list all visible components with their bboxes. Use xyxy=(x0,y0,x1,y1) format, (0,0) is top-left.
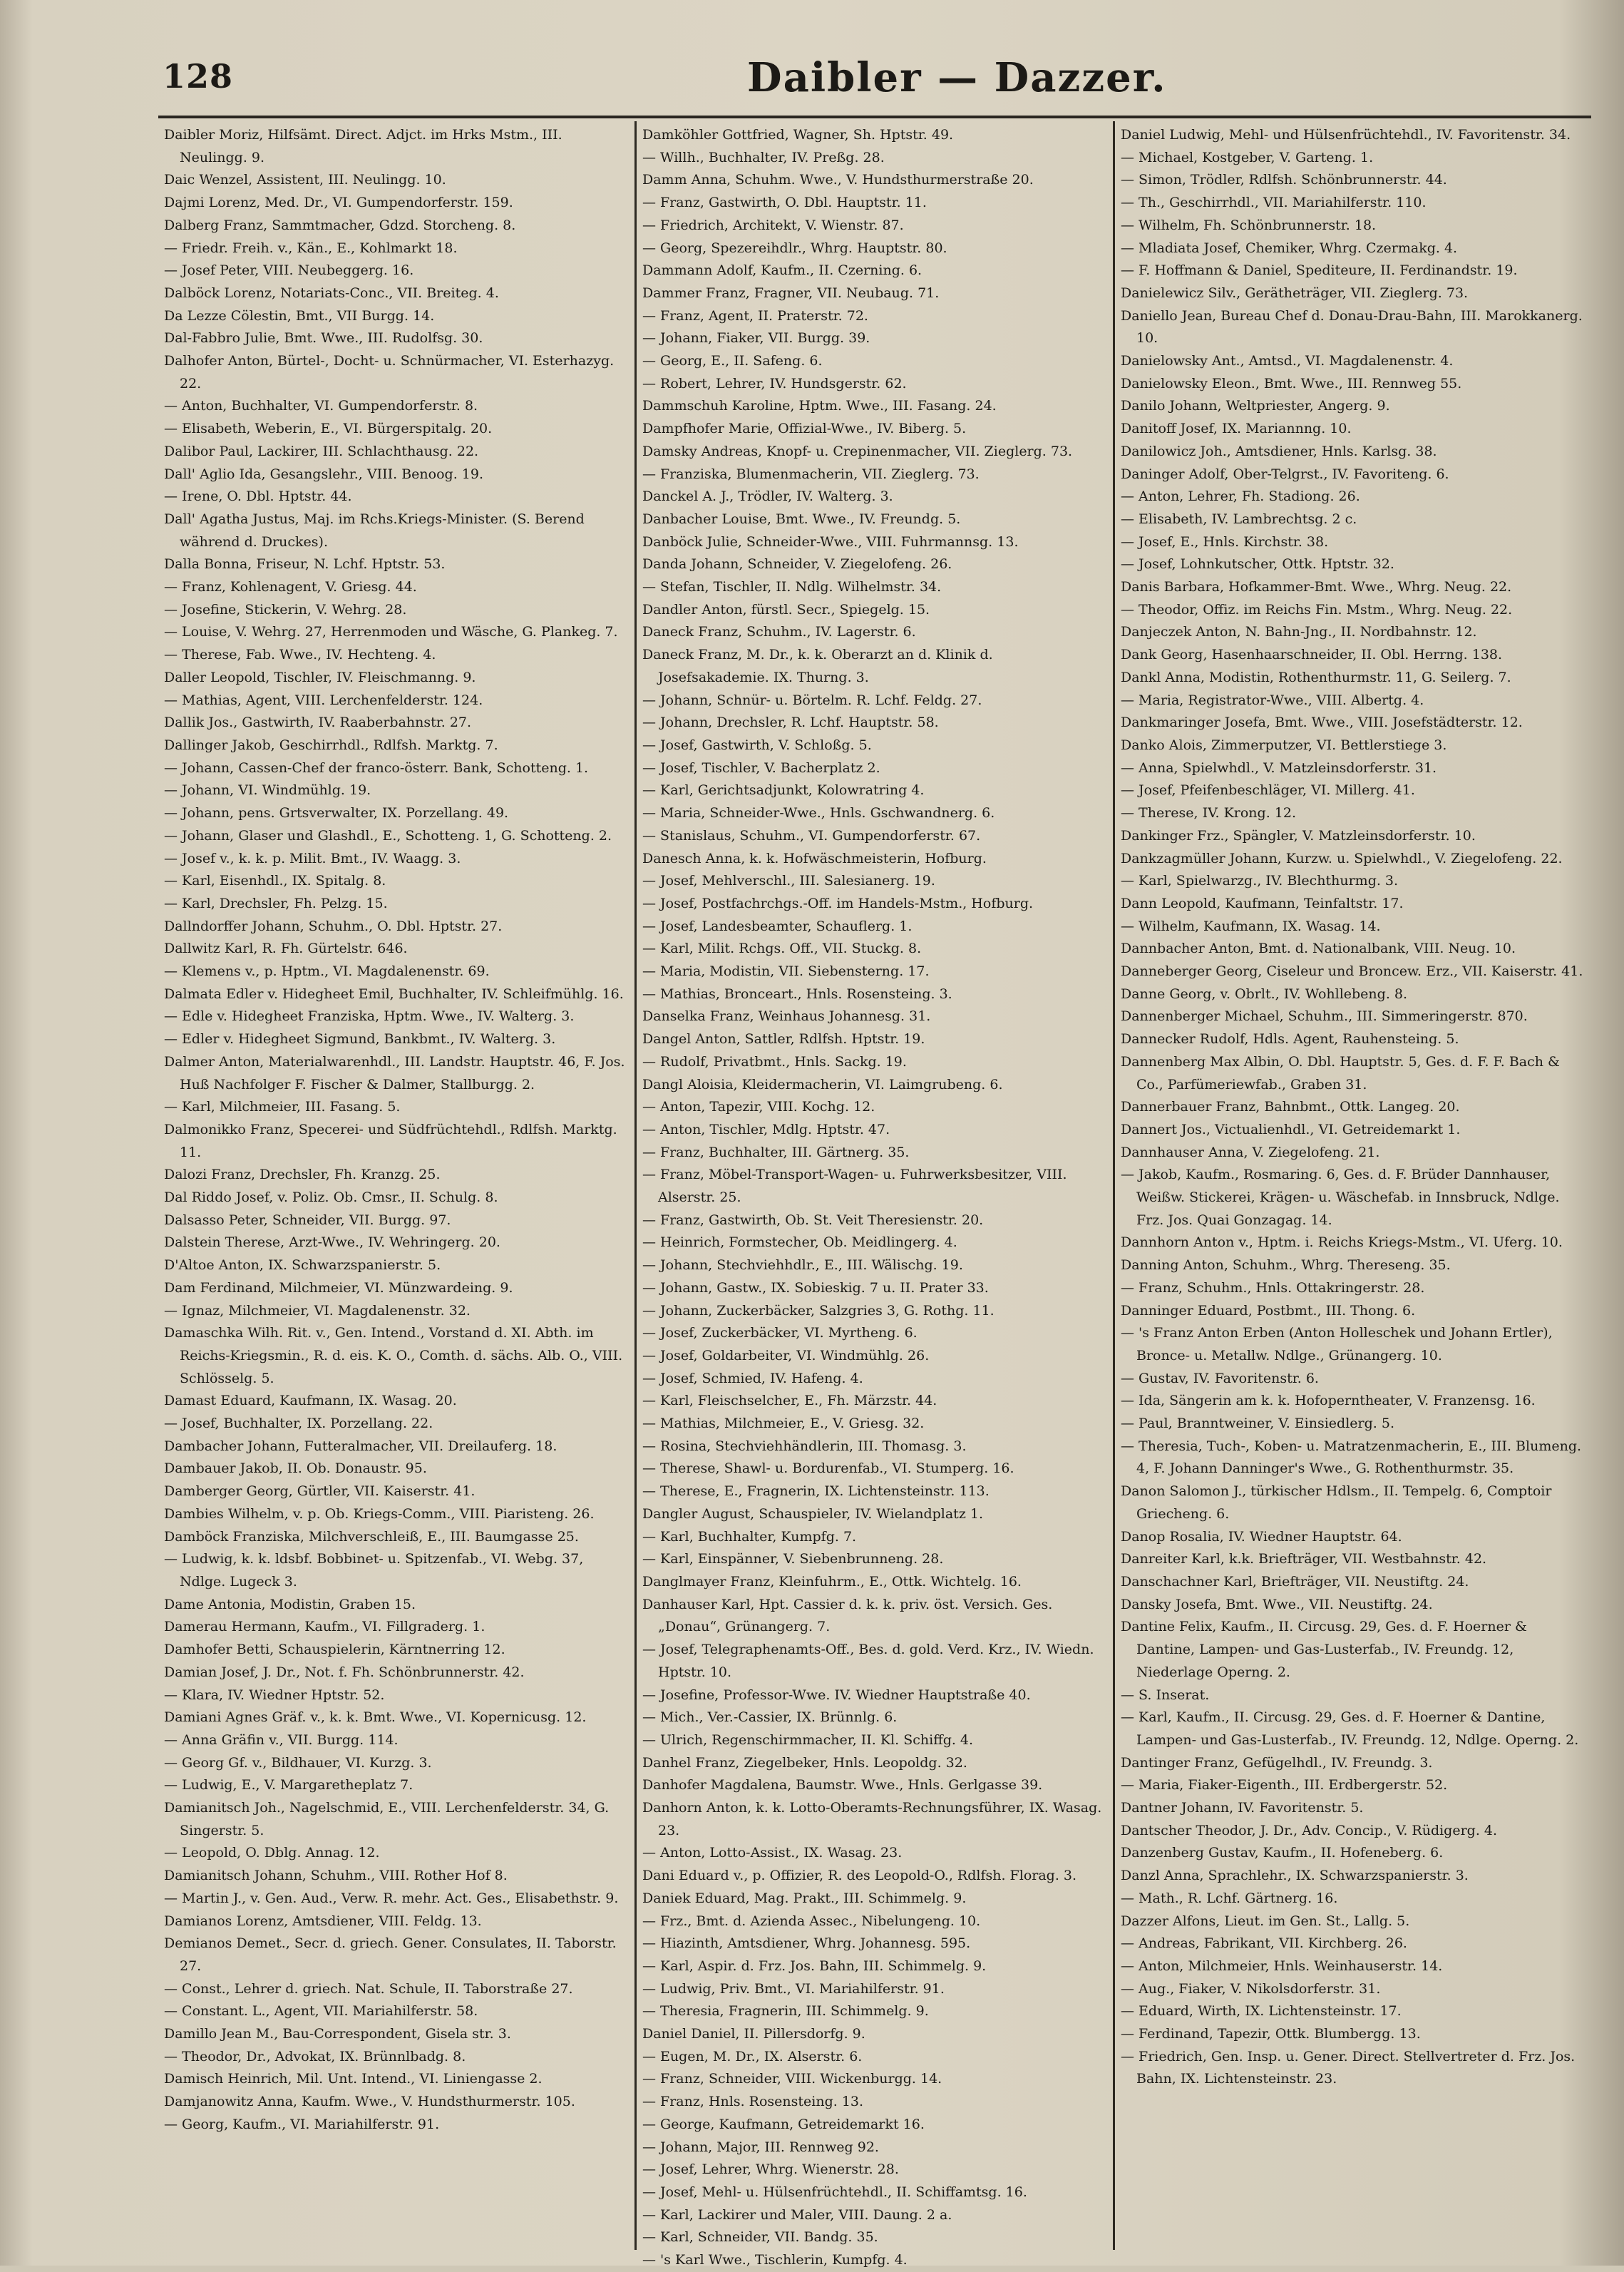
directory-entry: — Josef, Telegraphenamts-Off., Bes. d. gold. Verd. Krz., IV. Wiedn. Hptstr. 10. xyxy=(642,1642,1094,1680)
directory-entry: Dame Antonia, Modistin, Graben 15. xyxy=(164,1596,416,1612)
directory-entry: Dansky Josefa, Bmt. Wwe., VII. Neustiftg. 24. xyxy=(1121,1596,1433,1612)
directory-entry: Dalozi Franz, Drechsler, Fh. Kranzg. 25. xyxy=(164,1167,441,1183)
directory-entry: — Franziska, Blumenmacherin, VII. Zieglerg. 73. xyxy=(642,466,980,482)
directory-entry: Dalmonikko Franz, Specerei- und Südfrüchtehdl., Rdlfsh. Marktg. 11. xyxy=(164,1121,617,1160)
directory-entry: Danielowsky Eleon., Bmt. Wwe., III. Rennweg 55. xyxy=(1121,375,1462,392)
directory-entry: Danbacher Louise, Bmt. Wwe., IV. Freundg. 5. xyxy=(642,511,961,527)
directory-entry: Dankmaringer Josefa, Bmt. Wwe., VIII. Josefstädterstr. 12. xyxy=(1121,715,1523,731)
directory-entry: Dallndorffer Johann, Schuhm., O. Dbl. Hptstr. 27. xyxy=(164,918,503,934)
directory-entry: — Georg, Spezereihdlr., Whrg. Hauptstr. 80. xyxy=(642,240,947,256)
directory-entry: — Karl, Spielwarzg., IV. Blechthurmg. 3. xyxy=(1121,873,1399,889)
directory-entry: — Johann, Schnür- u. Börtelm. R. Lchf. Feldg. 27. xyxy=(642,692,982,708)
directory-entry: Dallinger Jakob, Geschirrhdl., Rdlfsh. Marktg. 7. xyxy=(164,737,498,753)
directory-entry: — Josef, Tischler, V. Bacherplatz 2. xyxy=(642,759,880,776)
directory-entry: — Josef, Schmied, IV. Hafeng. 4. xyxy=(642,1370,863,1386)
directory-entry: — Ulrich, Regenschirmmacher, II. Kl. Schiffg. 4. xyxy=(642,1731,974,1748)
directory-entry: — Wilhelm, Fh. Schönbrunnerstr. 18. xyxy=(1121,217,1377,233)
directory-entry: Danning Anton, Schuhm., Whrg. Thereseng. 35. xyxy=(1121,1257,1451,1274)
directory-entry: — Johann, Major, III. Rennweg 92. xyxy=(642,2139,879,2155)
directory-entry: — Therese, Fab. Wwe., IV. Hechteng. 4. xyxy=(164,647,436,663)
directory-entry: — Anton, Lehrer, Fh. Stadiong. 26. xyxy=(1121,488,1360,505)
directory-entry: — Andreas, Fabrikant, VII. Kirchberg. 26. xyxy=(1121,1935,1407,1952)
directory-entry: Daibler Moriz, Hilfsämt. Direct. Adjct. im Hrks Mstm., III. Neulingg. 9. xyxy=(164,127,562,165)
directory-entry: — Gustav, IV. Favoritenstr. 6. xyxy=(1121,1370,1319,1386)
directory-entry: — Josef, Pfeifenbeschläger, VI. Millerg. 41. xyxy=(1121,782,1415,799)
directory-entry: — Willh., Buchhalter, IV. Preßg. 28. xyxy=(642,149,885,165)
directory-entry: — Anton, Tapezir, VIII. Kochg. 12. xyxy=(642,1099,875,1115)
directory-entry: — Edle v. Hidegheet Franziska, Hptm. Wwe., IV. Walterg. 3. xyxy=(164,1008,575,1025)
directory-entry: — Mich., Ver.-Cassier, IX. Brünnlg. 6. xyxy=(642,1709,898,1726)
directory-entry: — Simon, Trödler, Rdlfsh. Schönbrunnerstr. 44. xyxy=(1121,172,1447,188)
directory-entry: Danschachner Karl, Briefträger, VII. Neustiftg. 24. xyxy=(1121,1574,1469,1590)
directory-entry: — Friedr. Freih. v., Kän., E., Kohlmarkt 18. xyxy=(164,240,458,256)
directory-entry: — Josef, Landesbeamter, Schauflerg. 1. xyxy=(642,918,913,934)
directory-entry: Dannenberger Michael, Schuhm., III. Simmeringerstr. 870. xyxy=(1121,1008,1528,1025)
directory-entry: — Elisabeth, IV. Lambrechtsg. 2 c. xyxy=(1121,511,1357,527)
directory-entry: — Martin J., v. Gen. Aud., Verw. R. mehr. Act. Ges., Elisabethstr. 9. xyxy=(164,1890,619,1906)
directory-entry: Dampfhofer Marie, Offizial-Wwe., IV. Biberg. 5. xyxy=(642,421,967,437)
directory-entry: — Ludwig, k. k. ldsbf. Bobbinet- u. Spitzenfab., VI. Webg. 37, Ndlge. Lugeck 3. xyxy=(164,1551,584,1590)
directory-entry: — Maria, Fiaker-Eigenth., III. Erdbergerstr. 52. xyxy=(1121,1777,1448,1793)
directory-entry: — Hiazinth, Amtsdiener, Whrg. Johannesg. 595. xyxy=(642,1935,971,1952)
directory-entry: Dangler August, Schauspieler, IV. Wielandplatz 1. xyxy=(642,1505,983,1522)
directory-entry: — George, Kaufmann, Getreidemarkt 16. xyxy=(642,2116,925,2132)
directory-entry: — Ferdinand, Tapezir, Ottk. Blumbergg. 13. xyxy=(1121,2026,1421,2042)
directory-entry: — Franz, Kohlenagent, V. Griesg. 44. xyxy=(164,579,417,595)
directory-entry: — Johann, Gastw., IX. Sobieskig. 7 u. II. Prater 33. xyxy=(642,1279,989,1296)
directory-entry: — Ignaz, Milchmeier, VI. Magdalenenstr. 32. xyxy=(164,1302,471,1319)
directory-entry: Danjeczek Anton, N. Bahn-Jng., II. Nordbahnstr. 12. xyxy=(1121,624,1477,640)
directory-entry: — Stanislaus, Schuhm., VI. Gumpendorferstr. 67. xyxy=(642,827,981,844)
directory-entry: — Karl, Eisenhdl., IX. Spitalg. 8. xyxy=(164,873,386,889)
directory-entry: Damiani Agnes Gräf. v., k. k. Bmt. Wwe., VI. Kopernicusg. 12. xyxy=(164,1709,587,1726)
directory-entry: Daniek Eduard, Mag. Prakt., III. Schimmelg. 9. xyxy=(642,1890,967,1906)
directory-entry: — Maria, Modistin, VII. Siebensterng. 17. xyxy=(642,963,930,980)
directory-entry: — Johann, Zuckerbäcker, Salzgries 3, G. Rothg. 11. xyxy=(642,1302,995,1319)
directory-entry: Damböck Franziska, Milchverschleiß, E., III. Baumgasse 25. xyxy=(164,1528,579,1545)
running-head: Daibler — Dazzer. xyxy=(747,54,1167,101)
directory-entry: — Josef, Gastwirth, V. Schloßg. 5. xyxy=(642,737,872,753)
directory-entry: Dammer Franz, Fragner, VII. Neubaug. 71. xyxy=(642,285,940,301)
directory-entry: — Rosina, Stechviehhändlerin, III. Thomasg. 3. xyxy=(642,1438,967,1454)
directory-entry: Danzl Anna, Sprachlehr., IX. Schwarzspanierstr. 3. xyxy=(1121,1868,1469,1884)
directory-entry: Damianitsch Joh., Nagelschmid, E., VIII. Lerchenfelderstr. 34, G. Singerstr. 5. xyxy=(164,1800,610,1838)
directory-entry: — Edler v. Hidegheet Sigmund, Bankbmt., IV. Walterg. 3. xyxy=(164,1031,556,1048)
directory-entry: Dankinger Frz., Spängler, V. Matzleinsdorferstr. 10. xyxy=(1121,827,1476,844)
directory-entry: — Therese, IV. Krong. 12. xyxy=(1121,805,1296,822)
directory-entry: — Josef, Goldarbeiter, VI. Windmühlg. 26. xyxy=(642,1347,930,1363)
directory-entry: Dandler Anton, fürstl. Secr., Spiegelg. 15. xyxy=(642,601,930,618)
directory-entry: — Anton, Milchmeier, Hnls. Weinhauserstr. 14. xyxy=(1121,1958,1443,1974)
directory-entry: Dazzer Alfons, Lieut. im Gen. St., Lallg. 5. xyxy=(1121,1913,1410,1929)
directory-entry: — Josef, Zuckerbäcker, VI. Myrtheng. 6. xyxy=(642,1325,918,1341)
directory-entry: Danne Georg, v. Obrlt., IV. Wohllebeng. 8. xyxy=(1121,986,1408,1002)
page-number: 128 xyxy=(163,57,234,96)
column-right xyxy=(1113,121,1591,2250)
directory-entry: Dankzagmüller Johann, Kurzw. u. Spielwhdl., V. Ziegelofeng. 22. xyxy=(1121,850,1563,866)
directory-entry: — Robert, Lehrer, IV. Hundsgerstr. 62. xyxy=(642,375,907,392)
directory-entry: — Karl, Aspir. d. Frz. Jos. Bahn, III. Schimmelg. 9. xyxy=(642,1958,987,1974)
directory-entry: — Ida, Sängerin am k. k. Hofoperntheater, V. Franzensg. 16. xyxy=(1121,1393,1536,1409)
directory-entry: Dallik Jos., Gastwirth, IV. Raaberbahnstr. 27. xyxy=(164,715,472,731)
directory-entry: — Eduard, Wirth, IX. Lichtensteinstr. 17. xyxy=(1121,2003,1402,2020)
directory-entry: — Irene, O. Dbl. Hptstr. 44. xyxy=(164,488,352,505)
directory-entry: — 's Franz Anton Erben (Anton Holleschek und Johann Ertler), Bronce- u. Metallw. Ndlge., Grünangerg. 10. xyxy=(1121,1325,1553,1363)
directory-entry: Damköhler Gottfried, Wagner, Sh. Hptstr. 49. xyxy=(642,127,954,143)
directory-entry: Danhorn Anton, k. k. Lotto-Oberamts-Rechnungsführer, IX. Wasag. 23. xyxy=(642,1800,1102,1838)
directory-entry: Dannecker Rudolf, Hdls. Agent, Rauhensteing. 5. xyxy=(1121,1031,1459,1048)
directory-entry: Danböck Julie, Schneider-Wwe., VIII. Fuhrmannsg. 13. xyxy=(642,533,1019,550)
directory-entry: Daneck Franz, M. Dr., k. k. Oberarzt an d. Klinik d. Josefsakademie. IX. Thurng. 3. xyxy=(642,647,993,685)
directory-entry: — Georg Gf. v., Bildhauer, VI. Kurzg. 3. xyxy=(164,1754,432,1771)
directory-entry: — Theodor, Offiz. im Reichs Fin. Mstm., Whrg. Neug. 22. xyxy=(1121,601,1513,618)
directory-entry: — Josef, Lohnkutscher, Ottk. Hptstr. 32. xyxy=(1121,556,1394,573)
directory-entry: — Theresia, Tuch-, Koben- u. Matratzenmacherin, E., III. Blumeng. 4, F. Johann Danninger's Wwe., G. Rothenthurmstr. 35. xyxy=(1121,1438,1582,1477)
directory-entry: — 's Karl Wwe., Tischlerin, Kumpfg. 4. xyxy=(642,2252,908,2268)
directory-entry: Daniel Ludwig, Mehl- und Hülsenfrüchtehdl., IV. Favoritenstr. 34. xyxy=(1121,127,1571,143)
directory-entry: — Johann, pens. Grtsverwalter, IX. Porzellang. 49. xyxy=(164,805,509,822)
directory-entry: — Karl, Drechsler, Fh. Pelzg. 15. xyxy=(164,895,388,911)
directory-entry: Dall' Agatha Justus, Maj. im Rchs.Kriegs-Minister. (S. Berend während d. Druckes). xyxy=(164,511,585,550)
directory-entry: Dajmi Lorenz, Med. Dr., VI. Gumpendorferstr. 159. xyxy=(164,195,513,211)
directory-columns xyxy=(158,121,1591,2268)
directory-entry: — Karl, Milit. Rchgs. Off., VII. Stuckg. 8. xyxy=(642,941,922,957)
directory-entry: — Mathias, Agent, VIII. Lerchenfelderstr. 124. xyxy=(164,692,483,708)
directory-entry: D'Altoe Anton, IX. Schwarzspanierstr. 5. xyxy=(164,1257,441,1274)
directory-entry: — Johann, Fiaker, VII. Burgg. 39. xyxy=(642,330,870,347)
directory-entry: — Franz, Möbel-Transport-Wagen- u. Fuhrwerksbesitzer, VIII. Alserstr. 25. xyxy=(642,1167,1067,1206)
directory-entry: Dalsasso Peter, Schneider, VII. Burgg. 97. xyxy=(164,1212,451,1228)
directory-entry: Dallwitz Karl, R. Fh. Gürtelstr. 646. xyxy=(164,941,408,957)
directory-entry: Dantine Felix, Kaufm., II. Circusg. 29, Ges. d. F. Hoerner & Dantine, Lampen- und Gas-Lusterfab., IV. Freundg. 12, Niederlage Operng. 2. xyxy=(1121,1619,1527,1680)
directory-entry: Danhauser Karl, Hpt. Cassier d. k. k. priv. öst. Versich. Ges. „Donau“, Grünangerg. 7. xyxy=(642,1596,1053,1635)
directory-entry: Dalmer Anton, Materialwarenhdl., III. Landstr. Hauptstr. 46, F. Jos. Huß Nachfolger F. Fischer & Dalmer, Stallburgg. 2. xyxy=(164,1053,625,1092)
directory-entry: — Theodor, Dr., Advokat, IX. Brünnlbadg. 8. xyxy=(164,2048,466,2064)
directory-entry: — Johann, Cassen-Chef der franco-österr. Bank, Schotteng. 1. xyxy=(164,759,589,776)
directory-entry: — Johann, Drechsler, R. Lchf. Hauptstr. 58. xyxy=(642,715,939,731)
directory-entry: — Josef, Lehrer, Whrg. Wienerstr. 28. xyxy=(642,2161,899,2178)
directory-entry: Danielowsky Ant., Amtsd., VI. Magdalenenstr. 4. xyxy=(1121,353,1454,369)
directory-entry: — Math., R. Lchf. Gärtnerg. 16. xyxy=(1121,1890,1338,1906)
directory-entry: — Mathias, Bronceart., Hnls. Rosensteing. 3. xyxy=(642,986,952,1002)
directory-entry: Dank Georg, Hasenhaarschneider, II. Obl. Herrng. 138. xyxy=(1121,647,1503,663)
directory-entry: — Th., Geschirrhdl., VII. Mariahilferstr. 110. xyxy=(1121,195,1427,211)
directory-entry: Dantinger Franz, Gefügelhdl., IV. Freundg. 3. xyxy=(1121,1754,1433,1771)
directory-entry: — Louise, V. Wehrg. 27, Herrenmoden und Wäsche, G. Plankeg. 7. xyxy=(164,624,618,640)
directory-entry: — Karl, Schneider, VII. Bandg. 35. xyxy=(642,2229,878,2246)
directory-entry: Danhofer Magdalena, Baumstr. Wwe., Hnls. Gerlgasse 39. xyxy=(642,1777,1043,1793)
directory-entry: Dantner Johann, IV. Favoritenstr. 5. xyxy=(1121,1800,1364,1816)
directory-entry: — Josef, Mehl- u. Hülsenfrüchtehdl., II. Schiffamtsg. 16. xyxy=(642,2184,1027,2200)
directory-entry: Dal Riddo Josef, v. Poliz. Ob. Cmsr., II. Schulg. 8. xyxy=(164,1189,498,1206)
directory-entry: Damillo Jean M., Bau-Correspondent, Gisela str. 3. xyxy=(164,2026,511,2042)
directory-entry: Danzenberg Gustav, Kaufm., II. Hofeneberg. 6. xyxy=(1121,1845,1444,1861)
directory-entry: — Klemens v., p. Hptm., VI. Magdalenenstr. 69. xyxy=(164,963,490,980)
directory-entry: Danhel Franz, Ziegelbeker, Hnls. Leopoldg. 32. xyxy=(642,1754,967,1771)
directory-entry: — Rudolf, Privatbmt., Hnls. Sackg. 19. xyxy=(642,1053,907,1070)
directory-entry: Danilo Johann, Weltpriester, Angerg. 9. xyxy=(1121,398,1390,414)
directory-entry: — Johann, VI. Windmühlg. 19. xyxy=(164,782,371,799)
directory-entry: — Eugen, M. Dr., IX. Alserstr. 6. xyxy=(642,2048,863,2064)
directory-entry: Dalstein Therese, Arzt-Wwe., IV. Wehringerg. 20. xyxy=(164,1234,500,1251)
directory-entry: — Franz, Buchhalter, III. Gärtnerg. 35. xyxy=(642,1144,910,1160)
directory-entry: Danneberger Georg, Ciseleur und Broncew. Erz., VII. Kaiserstr. 41. xyxy=(1121,963,1583,980)
directory-entry: — Stefan, Tischler, II. Ndlg. Wilhelmstr. 34. xyxy=(642,579,942,595)
directory-entry: Dannbacher Anton, Bmt. d. Nationalbank, VIII. Neug. 10. xyxy=(1121,941,1516,957)
directory-entry: Dal-Fabbro Julie, Bmt. Wwe., III. Rudolfsg. 30. xyxy=(164,330,483,347)
directory-entry: Dannhauser Anna, V. Ziegelofeng. 21. xyxy=(1121,1144,1380,1160)
directory-entry: — Franz, Hnls. Rosensteing. 13. xyxy=(642,2094,864,2110)
directory-entry: Dalmata Edler v. Hidegheet Emil, Buchhalter, IV. Schleifmühlg. 16. xyxy=(164,986,624,1002)
directory-entry: Dalberg Franz, Sammtmacher, Gdzd. Storcheng. 8. xyxy=(164,217,516,233)
directory-entry: Damaschka Wilh. Rit. v., Gen. Intend., Vorstand d. XI. Abth. im Reichs-Kriegsmin., R. d. eis. K. O., Comth. d. sächs. Alb. O., VIII. Schlösselg. 5. xyxy=(164,1325,623,1386)
directory-entry: — Friedrich, Gen. Insp. u. Gener. Direct. Stellvertreter d. Frz. Jos. Bahn, IX. Lichtensteinstr. 23. xyxy=(1121,2048,1576,2087)
directory-entry: — Anton, Buchhalter, VI. Gumpendorferstr. 8. xyxy=(164,398,478,414)
directory-entry: Damisch Heinrich, Mil. Unt. Intend., VI. Liniengasse 2. xyxy=(164,2071,543,2087)
directory-entry: — Maria, Registrator-Wwe., VIII. Albertg. 4. xyxy=(1121,692,1424,708)
directory-entry: Dani Eduard v., p. Offizier, R. des Leopold-O., Rdlfsh. Florag. 3. xyxy=(642,1868,1077,1884)
directory-entry: — Therese, E., Fragnerin, IX. Lichtensteinstr. 113. xyxy=(642,1483,990,1500)
column-left xyxy=(158,121,634,2250)
directory-entry: Dalhofer Anton, Bürtel-, Docht- u. Schnürmacher, VI. Esterhazyg. 22. xyxy=(164,353,615,392)
directory-entry: Dalböck Lorenz, Notariats-Conc., VII. Breiteg. 4. xyxy=(164,285,499,301)
directory-entry: — Jakob, Kaufm., Rosmaring. 6, Ges. d. F. Brüder Dannhauser, Weißw. Stickerei, Krägen- u. Wäschefab. in Innsbruck, Ndlge. Frz. Jos. Quai Gonzagag. 14. xyxy=(1121,1167,1560,1228)
directory-entry: Danesch Anna, k. k. Hofwäschmeisterin, Hofburg. xyxy=(642,850,987,866)
directory-entry: — Johann, Stechviehhdlr., E., III. Wälischg. 19. xyxy=(642,1257,963,1274)
directory-entry: Daniello Jean, Bureau Chef d. Donau-Drau-Bahn, III. Marokkanerg. 10. xyxy=(1121,307,1583,347)
directory-entry: Demianos Demet., Secr. d. griech. Gener. Consulates, II. Taborstr. 27. xyxy=(164,1935,617,1974)
directory-entry: — Josef, E., Hnls. Kirchstr. 38. xyxy=(1121,533,1329,550)
directory-entry: — Franz, Gastwirth, Ob. St. Veit Theresienstr. 20. xyxy=(642,1212,984,1228)
directory-entry: Dannerbauer Franz, Bahnbmt., Ottk. Langeg. 20. xyxy=(1121,1099,1460,1115)
directory-entry: Danko Alois, Zimmerputzer, VI. Bettlerstiege 3. xyxy=(1121,737,1447,753)
directory-entry: Danda Johann, Schneider, V. Ziegelofeng. 26. xyxy=(642,556,952,573)
directory-entry: Danop Rosalia, IV. Wiedner Hauptstr. 64. xyxy=(1121,1528,1402,1545)
directory-entry: — Aug., Fiaker, V. Nikolsdorferstr. 31. xyxy=(1121,1980,1381,1997)
directory-entry: Damianos Lorenz, Amtsdiener, VIII. Feldg. 13. xyxy=(164,1913,482,1929)
directory-entry: Damianitsch Johann, Schuhm., VIII. Rother Hof 8. xyxy=(164,1868,508,1884)
directory-entry: — S. Inserat. xyxy=(1121,1687,1210,1703)
directory-entry: Damsky Andreas, Knopf- u. Crepinenmacher, VII. Zieglerg. 73. xyxy=(642,443,1073,459)
directory-entry: Danreiter Karl, k.k. Briefträger, VII. Westbahnstr. 42. xyxy=(1121,1551,1487,1567)
directory-entry: Damhofer Betti, Schauspielerin, Kärntnerring 12. xyxy=(164,1642,505,1658)
directory-entry: Dall' Aglio Ida, Gesangslehr., VIII. Benoog. 19. xyxy=(164,466,483,482)
directory-entry: — Friedrich, Architekt, V. Wienstr. 87. xyxy=(642,217,904,233)
directory-entry: — Karl, Gerichtsadjunkt, Kolowratring 4. xyxy=(642,782,925,799)
directory-entry: Dalibor Paul, Lackirer, III. Schlachthausg. 22. xyxy=(164,443,479,459)
directory-entry: — Josef v., k. k. p. Milit. Bmt., IV. Waagg. 3. xyxy=(164,850,461,866)
directory-entry: Damjanowitz Anna, Kaufm. Wwe., V. Hundsthurmerstr. 105. xyxy=(164,2094,575,2110)
directory-entry: — Karl, Fleischselcher, E., Fh. Märzstr. 44. xyxy=(642,1393,937,1409)
directory-entry: Dann Leopold, Kaufmann, Teinfaltstr. 17. xyxy=(1121,895,1404,911)
directory-entry: Damast Eduard, Kaufmann, IX. Wasag. 20. xyxy=(164,1393,457,1409)
directory-entry: — Josef, Buchhalter, IX. Porzellang. 22. xyxy=(164,1416,433,1432)
directory-entry: Dannenberg Max Albin, O. Dbl. Hauptstr. 5, Ges. d. F. F. Bach & Co., Parfümeriewfab., Graben 31. xyxy=(1121,1053,1560,1092)
directory-entry: Danon Salomon J., türkischer Hdlsm., II. Tempelg. 6, Comptoir Griecheng. 6. xyxy=(1121,1483,1552,1522)
directory-entry: — Josef, Mehlverschl., III. Salesianerg. 19. xyxy=(642,873,935,889)
directory-entry: Danninger Eduard, Postbmt., III. Thong. 6. xyxy=(1121,1302,1416,1319)
directory-entry: — Karl, Einspänner, V. Siebenbrunneng. 28. xyxy=(642,1551,944,1567)
directory-entry: Danielewicz Silv., Gerätheträger, VII. Zieglerg. 73. xyxy=(1121,285,1469,301)
directory-entry: — Heinrich, Formstecher, Ob. Meidlingerg. 4. xyxy=(642,1234,957,1251)
directory-entry: Dannhorn Anton v., Hptm. i. Reichs Kriegs-Mstm., VI. Uferg. 10. xyxy=(1121,1234,1563,1251)
directory-entry: — Karl, Milchmeier, III. Fasang. 5. xyxy=(164,1099,401,1115)
directory-entry: Damm Anna, Schuhm. Wwe., V. Hundsthurmerstraße 20. xyxy=(642,172,1034,188)
directory-entry: Dangl Aloisia, Kleidermacherin, VI. Laimgrubeng. 6. xyxy=(642,1076,1003,1092)
directory-entry: — F. Hoffmann & Daniel, Spediteure, II. Ferdinandstr. 19. xyxy=(1121,262,1518,279)
directory-entry: Dambies Wilhelm, v. p. Ob. Kriegs-Comm., VIII. Piaristeng. 26. xyxy=(164,1505,595,1522)
directory-entry: Dankl Anna, Modistin, Rothenthurmstr. 11, G. Seilerg. 7. xyxy=(1121,669,1511,685)
directory-entry: — Karl, Lackirer und Maler, VIII. Daung. 2 a. xyxy=(642,2206,952,2223)
directory-entry: Dalla Bonna, Friseur, N. Lchf. Hptstr. 53. xyxy=(164,556,446,573)
directory-entry: Damerau Hermann, Kaufm., VI. Fillgraderg. 1. xyxy=(164,1619,485,1635)
directory-entry: — Franz, Schneider, VIII. Wickenburgg. 14. xyxy=(642,2071,942,2087)
directory-entry: Dambacher Johann, Futteralmacher, VII. Dreilauferg. 18. xyxy=(164,1438,557,1454)
directory-entry: Da Lezze Cölestin, Bmt., VII Burgg. 14. xyxy=(164,307,435,324)
directory-entry: — Constant. L., Agent, VII. Mariahilferstr. 58. xyxy=(164,2003,478,2020)
directory-entry: Dannert Jos., Victualienhdl., VI. Getreidemarkt 1. xyxy=(1121,1121,1461,1137)
directory-entry: Daic Wenzel, Assistent, III. Neulingg. 10. xyxy=(164,172,446,188)
directory-entry: — Michael, Kostgeber, V. Garteng. 1. xyxy=(1121,149,1374,165)
directory-entry: — Josefine, Professor-Wwe. IV. Wiedner Hauptstraße 40. xyxy=(642,1687,1031,1703)
directory-entry: — Klara, IV. Wiedner Hptstr. 52. xyxy=(164,1687,385,1703)
directory-entry: — Josef Peter, VIII. Neubeggerg. 16. xyxy=(164,262,414,279)
directory-entry: — Johann, Glaser und Glashdl., E., Schotteng. 1, G. Schotteng. 2. xyxy=(164,827,612,844)
directory-entry: — Ludwig, Priv. Bmt., VI. Mariahilferstr. 91. xyxy=(642,1980,945,1997)
directory-entry: — Frz., Bmt. d. Azienda Assec., Nibelungeng. 10. xyxy=(642,1913,981,1929)
directory-entry: — Maria, Schneider-Wwe., Hnls. Gschwandnerg. 6. xyxy=(642,805,995,822)
directory-entry: Dambauer Jakob, II. Ob. Donaustr. 95. xyxy=(164,1460,427,1477)
directory-entry: Daninger Adolf, Ober-Telgrst., IV. Favoriteng. 6. xyxy=(1121,466,1449,482)
directory-entry: — Josefine, Stickerin, V. Wehrg. 28. xyxy=(164,601,407,618)
directory-entry: Dammschuh Karoline, Hptm. Wwe., III. Fasang. 24. xyxy=(642,398,997,414)
directory-entry: — Paul, Branntweiner, V. Einsiedlerg. 5. xyxy=(1121,1416,1394,1432)
directory-entry: Dangel Anton, Sattler, Rdlfsh. Hptstr. 19. xyxy=(642,1031,925,1048)
directory-entry: Daneck Franz, Schuhm., IV. Lagerstr. 6. xyxy=(642,624,916,640)
directory-entry: Dam Ferdinand, Milchmeier, VI. Münzwardeing. 9. xyxy=(164,1279,513,1296)
directory-entry: — Wilhelm, Kaufmann, IX. Wasag. 14. xyxy=(1121,918,1381,934)
header-rule xyxy=(158,116,1591,118)
directory-entry: Daniel Daniel, II. Pillersdorfg. 9. xyxy=(642,2026,865,2042)
directory-entry: Dammann Adolf, Kaufm., II. Czerning. 6. xyxy=(642,262,923,279)
directory-entry: — Therese, Shawl- u. Bordurenfab., VI. Stumperg. 16. xyxy=(642,1460,1014,1477)
directory-entry: — Const., Lehrer d. griech. Nat. Schule, II. Taborstraße 27. xyxy=(164,1980,573,1997)
directory-entry: — Georg, Kaufm., VI. Mariahilferstr. 91. xyxy=(164,2116,440,2132)
directory-entry: Damian Josef, J. Dr., Not. f. Fh. Schönbrunnerstr. 42. xyxy=(164,1664,525,1680)
directory-entry: — Franz, Gastwirth, O. Dbl. Hauptstr. 11. xyxy=(642,195,927,211)
directory-entry: Daller Leopold, Tischler, IV. Fleischmanng. 9. xyxy=(164,669,476,685)
directory-entry: Danglmayer Franz, Kleinfuhrm., E., Ottk. Wichtelg. 16. xyxy=(642,1574,1022,1590)
directory-entry: — Franz, Agent, II. Praterstr. 72. xyxy=(642,307,868,324)
directory-entry: — Georg, E., II. Safeng. 6. xyxy=(642,353,823,369)
directory-entry: Danis Barbara, Hofkammer-Bmt. Wwe., Whrg. Neug. 22. xyxy=(1121,579,1512,595)
directory-entry: — Karl, Buchhalter, Kumpfg. 7. xyxy=(642,1528,857,1545)
directory-entry: — Anna, Spielwhdl., V. Matzleinsdorferstr. 31. xyxy=(1121,759,1437,776)
directory-entry: — Ludwig, E., V. Margaretheplatz 7. xyxy=(164,1777,413,1793)
directory-entry: — Elisabeth, Weberin, E., VI. Bürgerspitalg. 20. xyxy=(164,421,493,437)
page-header xyxy=(163,51,1588,116)
directory-entry: — Anna Gräfin v., VII. Burgg. 114. xyxy=(164,1731,399,1748)
directory-entry: — Mladiata Josef, Chemiker, Whrg. Czermakg. 4. xyxy=(1121,240,1458,256)
directory-entry: — Josef, Postfachrchgs.-Off. im Handels-Mstm., Hofburg. xyxy=(642,895,1034,911)
directory-entry: — Karl, Kaufm., II. Circusg. 29, Ges. d. F. Hoerner & Dantine, Lampen- und Gas-Lusterfab., IV. Freundg. 12, Ndlge. Operng. 2. xyxy=(1121,1709,1579,1748)
directory-entry: Danckel A. J., Trödler, IV. Walterg. 3. xyxy=(642,488,893,505)
directory-entry: — Theresia, Fragnerin, III. Schimmelg. 9. xyxy=(642,2003,929,2020)
directory-entry: — Anton, Lotto-Assist., IX. Wasag. 23. xyxy=(642,1845,903,1861)
directory-entry: Danitoff Josef, IX. Mariannng. 10. xyxy=(1121,421,1352,437)
column-middle xyxy=(634,121,1113,2268)
directory-entry: — Franz, Schuhm., Hnls. Ottakringerstr. 28. xyxy=(1121,1279,1425,1296)
directory-entry: Dantscher Theodor, J. Dr., Adv. Concip., V. Rüdigerg. 4. xyxy=(1121,1822,1498,1838)
directory-entry: Danilowicz Joh., Amtsdiener, Hnls. Karlsg. 38. xyxy=(1121,443,1437,459)
directory-entry: Danselka Franz, Weinhaus Johannesg. 31. xyxy=(642,1008,931,1025)
directory-entry: Damberger Georg, Gürtler, VII. Kaiserstr. 41. xyxy=(164,1483,476,1500)
directory-entry: — Leopold, O. Dblg. Annag. 12. xyxy=(164,1845,380,1861)
directory-entry: — Anton, Tischler, Mdlg. Hptstr. 47. xyxy=(642,1121,890,1137)
directory-entry: — Mathias, Milchmeier, E., V. Griesg. 32. xyxy=(642,1416,925,1432)
